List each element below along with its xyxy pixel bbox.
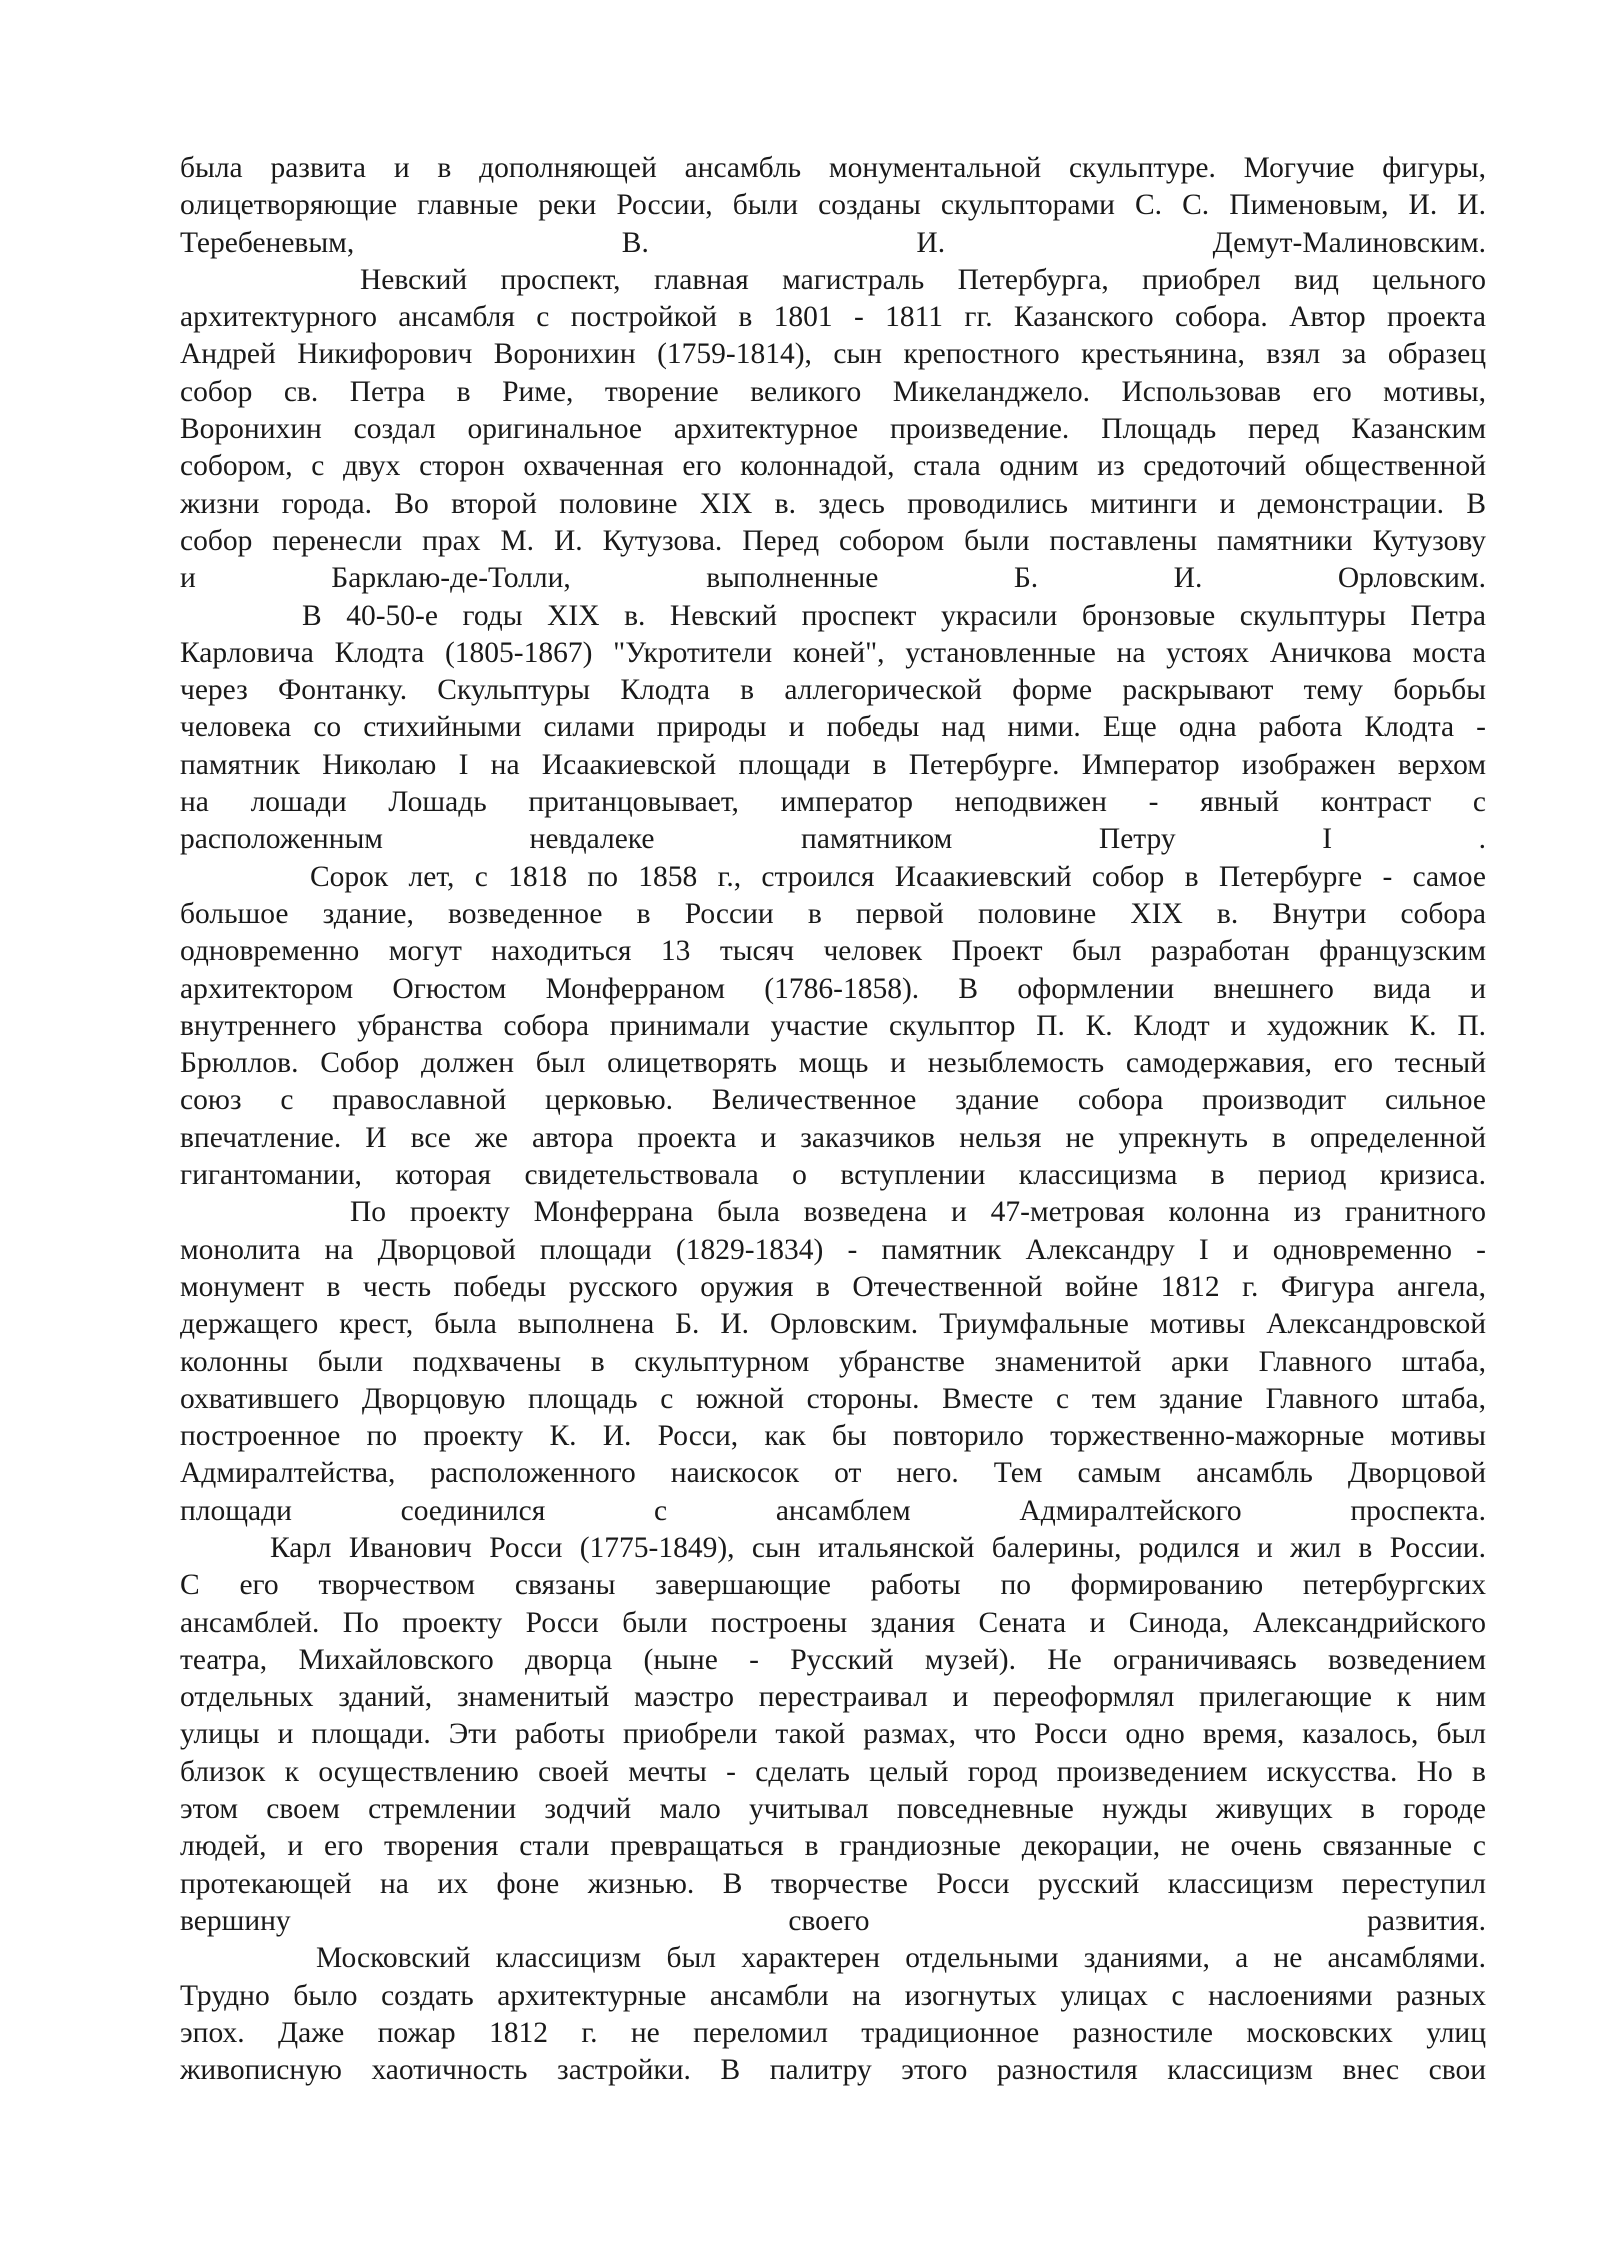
text-line: собор св. Петра в Риме, творение великого Микеланджело. Использовав его мотивы, — [180, 375, 1486, 408]
text-line: и Барклаю-де-Толли, выполненные Б. И. Орловским. — [180, 562, 1486, 595]
document-page — [180, 150, 1486, 2089]
text-line: С его творчеством связаны завершающие работы по формированию петербургских — [180, 1569, 1486, 1602]
text-line: Карл Иванович Росси (1775-1849), сын итальянской балерины, родился и жил в России. — [270, 1531, 1486, 1564]
text-line: собором, с двух сторон охваченная его колоннадой, стала одним из средоточий общественной — [180, 450, 1486, 483]
text-line: Сорок лет, с 1818 по 1858 г., строился Исаакиевский собор в Петербурге - самое — [310, 860, 1486, 893]
text-line: отдельных зданий, знаменитый маэстро перестраивал и переоформлял прилегающие к ним — [180, 1681, 1486, 1714]
text-line: Брюллов. Собор должен был олицетворять мощь и незыблемость самодержавия, его тесный — [180, 1047, 1486, 1080]
text-line: улицы и площади. Эти работы приобрели такой размах, что Росси одно время, казалось, был — [180, 1718, 1486, 1751]
text-line: монолита на Дворцовой площади (1829-1834) - памятник Александру I и одновременно - — [180, 1233, 1486, 1266]
text-line: протекающей на их фоне жизнью. В творчестве Росси русский классицизм переступил — [180, 1867, 1486, 1900]
text-line: Карловича Клодта (1805-1867) "Укротители коней", установленные на устоях Аничкова моста — [180, 636, 1486, 669]
text-line: архитектурного ансамбля с постройкой в 1801 - 1811 гг. Казанского собора. Автор проекта — [180, 301, 1486, 334]
text-line: жизни города. Во второй половине XIX в. здесь проводились митинги и демонстрации. В — [180, 487, 1486, 520]
text-line: внутреннего убранства собора принимали участие скульптор П. К. Клодт и художник К. П. — [180, 1009, 1486, 1042]
text-line: охватившего Дворцовую площадь с южной стороны. Вместе с тем здание Главного штаба, — [180, 1382, 1486, 1415]
text-line: В 40-50-е годы XIX в. Невский проспект украсили бронзовые скульптуры Петра — [302, 599, 1486, 632]
text-line: гигантомании, которая свидетельствовала о вступлении классицизма в период кризиса. — [180, 1159, 1486, 1192]
text-line: площади соединился с ансамблем Адмиралтейского проспекта. — [180, 1494, 1486, 1527]
text-line: близок к осуществлению своей мечты - сделать целый город произведением искусства. Но в — [180, 1755, 1486, 1788]
text-line: Андрей Никифорович Воронихин (1759-1814), сын крепостного крестьянина, взял за образец — [180, 338, 1486, 371]
text-line: построенное по проекту К. И. Росси, как бы повторило торжественно-мажорные мотивы — [180, 1420, 1486, 1453]
text-line: на лошади Лошадь пританцовывает, император неподвижен - явный контраст с — [180, 786, 1486, 819]
text-line: этом своем стремлении зодчий мало учитывал повседневные нужды живущих в городе — [180, 1793, 1486, 1826]
text-line: людей, и его творения стали превращаться в грандиозные декорации, не очень связанные с — [180, 1830, 1486, 1863]
text-line: По проекту Монферрана была возведена и 47-метровая колонна из гранитного — [350, 1196, 1486, 1229]
text-line: живописную хаотичность застройки. В палитру этого разностиля классицизм внес свои — [180, 2054, 1486, 2087]
text-line: Адмиралтейства, расположенного наискосок от него. Тем самым ансамбль Дворцовой — [180, 1457, 1486, 1490]
text-line: театра, Михайловского дворца (ныне - Русский музей). Не ограничиваясь возведением — [180, 1643, 1486, 1676]
text-line: была развита и в дополняющей ансамбль монументальной скульптуре. Могучие фигуры, — [180, 152, 1486, 184]
text-line: союз с православной церковью. Величественное здание собора производит сильное — [180, 1084, 1486, 1117]
text-line: вершину своего развития. — [180, 1904, 1486, 1937]
text-line: памятник Николаю I на Исаакиевской площади в Петербурге. Император изображен верхом — [180, 748, 1486, 781]
text-line: Трудно было создать архитектурные ансамбли на изогнутых улицах с наслоениями разных — [180, 1979, 1486, 2012]
text-line: Невский проспект, главная магистраль Петербурга, приобрел вид цельного — [360, 263, 1486, 296]
text-line: колонны были подхвачены в скульптурном убранстве знаменитой арки Главного штаба, — [180, 1345, 1486, 1378]
text-line: Московский классицизм был характерен отдельными зданиями, а не ансамблями. — [316, 1942, 1486, 1975]
text-line: олицетворяющие главные реки России, были созданы скульпторами С. С. Пименовым, И. И. — [180, 189, 1486, 222]
text-line: держащего крест, была выполнена Б. И. Орловским. Триумфальные мотивы Александровской — [180, 1308, 1486, 1341]
text-line: эпох. Даже пожар 1812 г. не переломил традиционное разностиле московских улиц — [180, 2016, 1486, 2049]
text-line: Воронихин создал оригинальное архитектурное произведение. Площадь перед Казанским — [180, 413, 1486, 446]
text-line: собор перенесли прах М. И. Кутузова. Перед собором были поставлены памятники Кутузову — [180, 524, 1486, 557]
text-line: монумент в честь победы русского оружия в Отечественной войне 1812 г. Фигура ангела, — [180, 1270, 1486, 1303]
text-line: впечатление. И все же автора проекта и заказчиков нельзя не упрекнуть в определенной — [180, 1121, 1486, 1154]
text-line: Теребеневым, В. И. Демут-Малиновским. — [180, 226, 1486, 259]
text-line: большое здание, возведенное в России в первой половине XIX в. Внутри собора — [180, 897, 1486, 930]
text-line: через Фонтанку. Скульптуры Клодта в аллегорической форме раскрывают тему борьбы — [180, 674, 1486, 707]
text-line: одновременно могут находиться 13 тысяч человек Проект был разработан французским — [180, 935, 1486, 968]
text-line: архитектором Огюстом Монферраном (1786-1858). В оформлении внешнего вида и — [180, 972, 1486, 1005]
text-line: человека со стихийными силами природы и победы над ними. Еще одна работа Клодта - — [180, 711, 1486, 744]
text-line: ансамблей. По проекту Росси были построены здания Сената и Синода, Александрийского — [180, 1606, 1486, 1639]
text-line: расположенным невдалеке памятником Петру I . — [180, 823, 1486, 856]
